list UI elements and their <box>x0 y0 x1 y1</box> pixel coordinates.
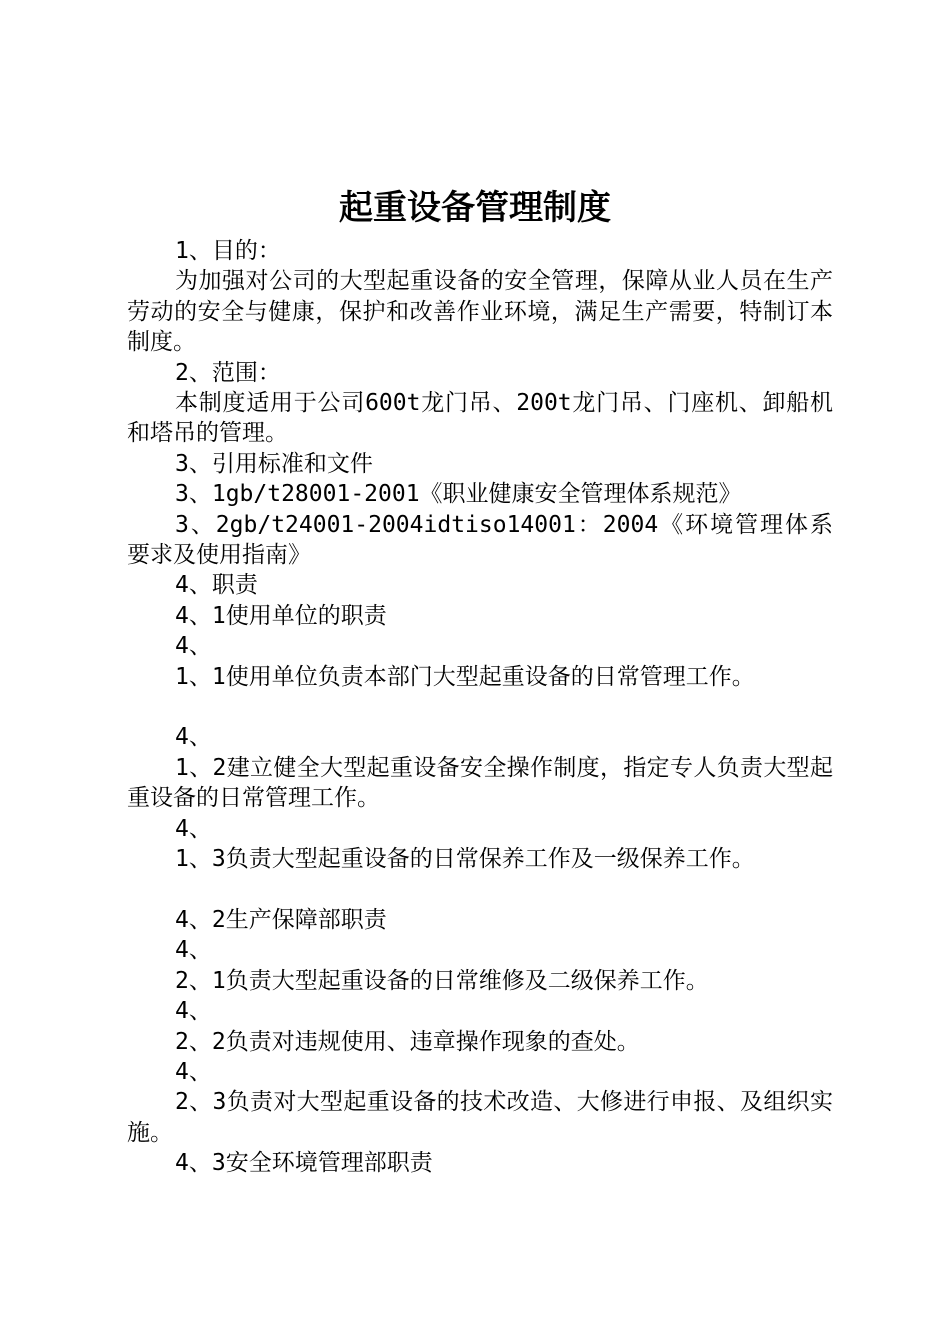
blank-line <box>127 875 833 905</box>
clause-text: 2、3负责对大型起重设备的技术改造、大修进行申报、及组织实施。 <box>127 1089 833 1146</box>
subsection-heading: 4、2生产保障部职责 <box>175 906 387 933</box>
clause-text: 1、1使用单位负责本部门大型起重设备的日常管理工作。 <box>175 663 755 690</box>
document-body <box>127 236 833 1179</box>
clause-number: 4、 <box>175 998 212 1025</box>
clause-number: 4、 <box>175 633 212 660</box>
clause-text: 1、2建立健全大型起重设备安全操作制度，指定专人负责大型起重设备的日常管理工作。 <box>127 754 833 812</box>
clause-text: 1、3负责大型起重设备的日常保养工作及一级保养工作。 <box>175 846 755 873</box>
blank-line <box>127 692 833 722</box>
document-title: 起重设备管理制度 <box>339 188 611 228</box>
reference-item: 3、2gb/t24001-2004idtiso14001：2004《环境管理体系要求及使用指南》 <box>127 511 833 569</box>
scope-paragraph: 本制度适用于公司600t龙门吊、200t龙门吊、门座机、卸船机和塔吊的管理。 <box>127 390 833 447</box>
clause-number: 4、 <box>175 724 212 751</box>
subsection-heading: 4、1使用单位的职责 <box>175 602 387 629</box>
section-purpose-heading: 1、目的： <box>175 238 281 264</box>
section-duties-heading: 4、职责 <box>175 572 258 599</box>
clause-number: 4、 <box>175 815 212 842</box>
purpose-paragraph: 为加强对公司的大型起重设备的安全管理，保障从业人员在生产劳动的安全与健康，保护和改善作业环境，满足生产需要，特制订本制度。 <box>127 268 833 356</box>
clause-number: 4、 <box>175 937 212 964</box>
subsection-heading: 4、3安全环境管理部职责 <box>175 1150 433 1177</box>
clause-number: 4、 <box>175 1058 212 1085</box>
section-references-heading: 3、引用标准和文件 <box>175 450 373 477</box>
reference-item: 3、1gb/t28001-2001《职业健康安全管理体系规范》 <box>175 481 742 508</box>
clause-text: 2、1负责大型起重设备的日常维修及二级保养工作。 <box>175 967 709 994</box>
clause-text: 2、2负责对违规使用、违章操作现象的查处。 <box>175 1028 640 1055</box>
section-scope-heading: 2、范围： <box>175 359 281 386</box>
